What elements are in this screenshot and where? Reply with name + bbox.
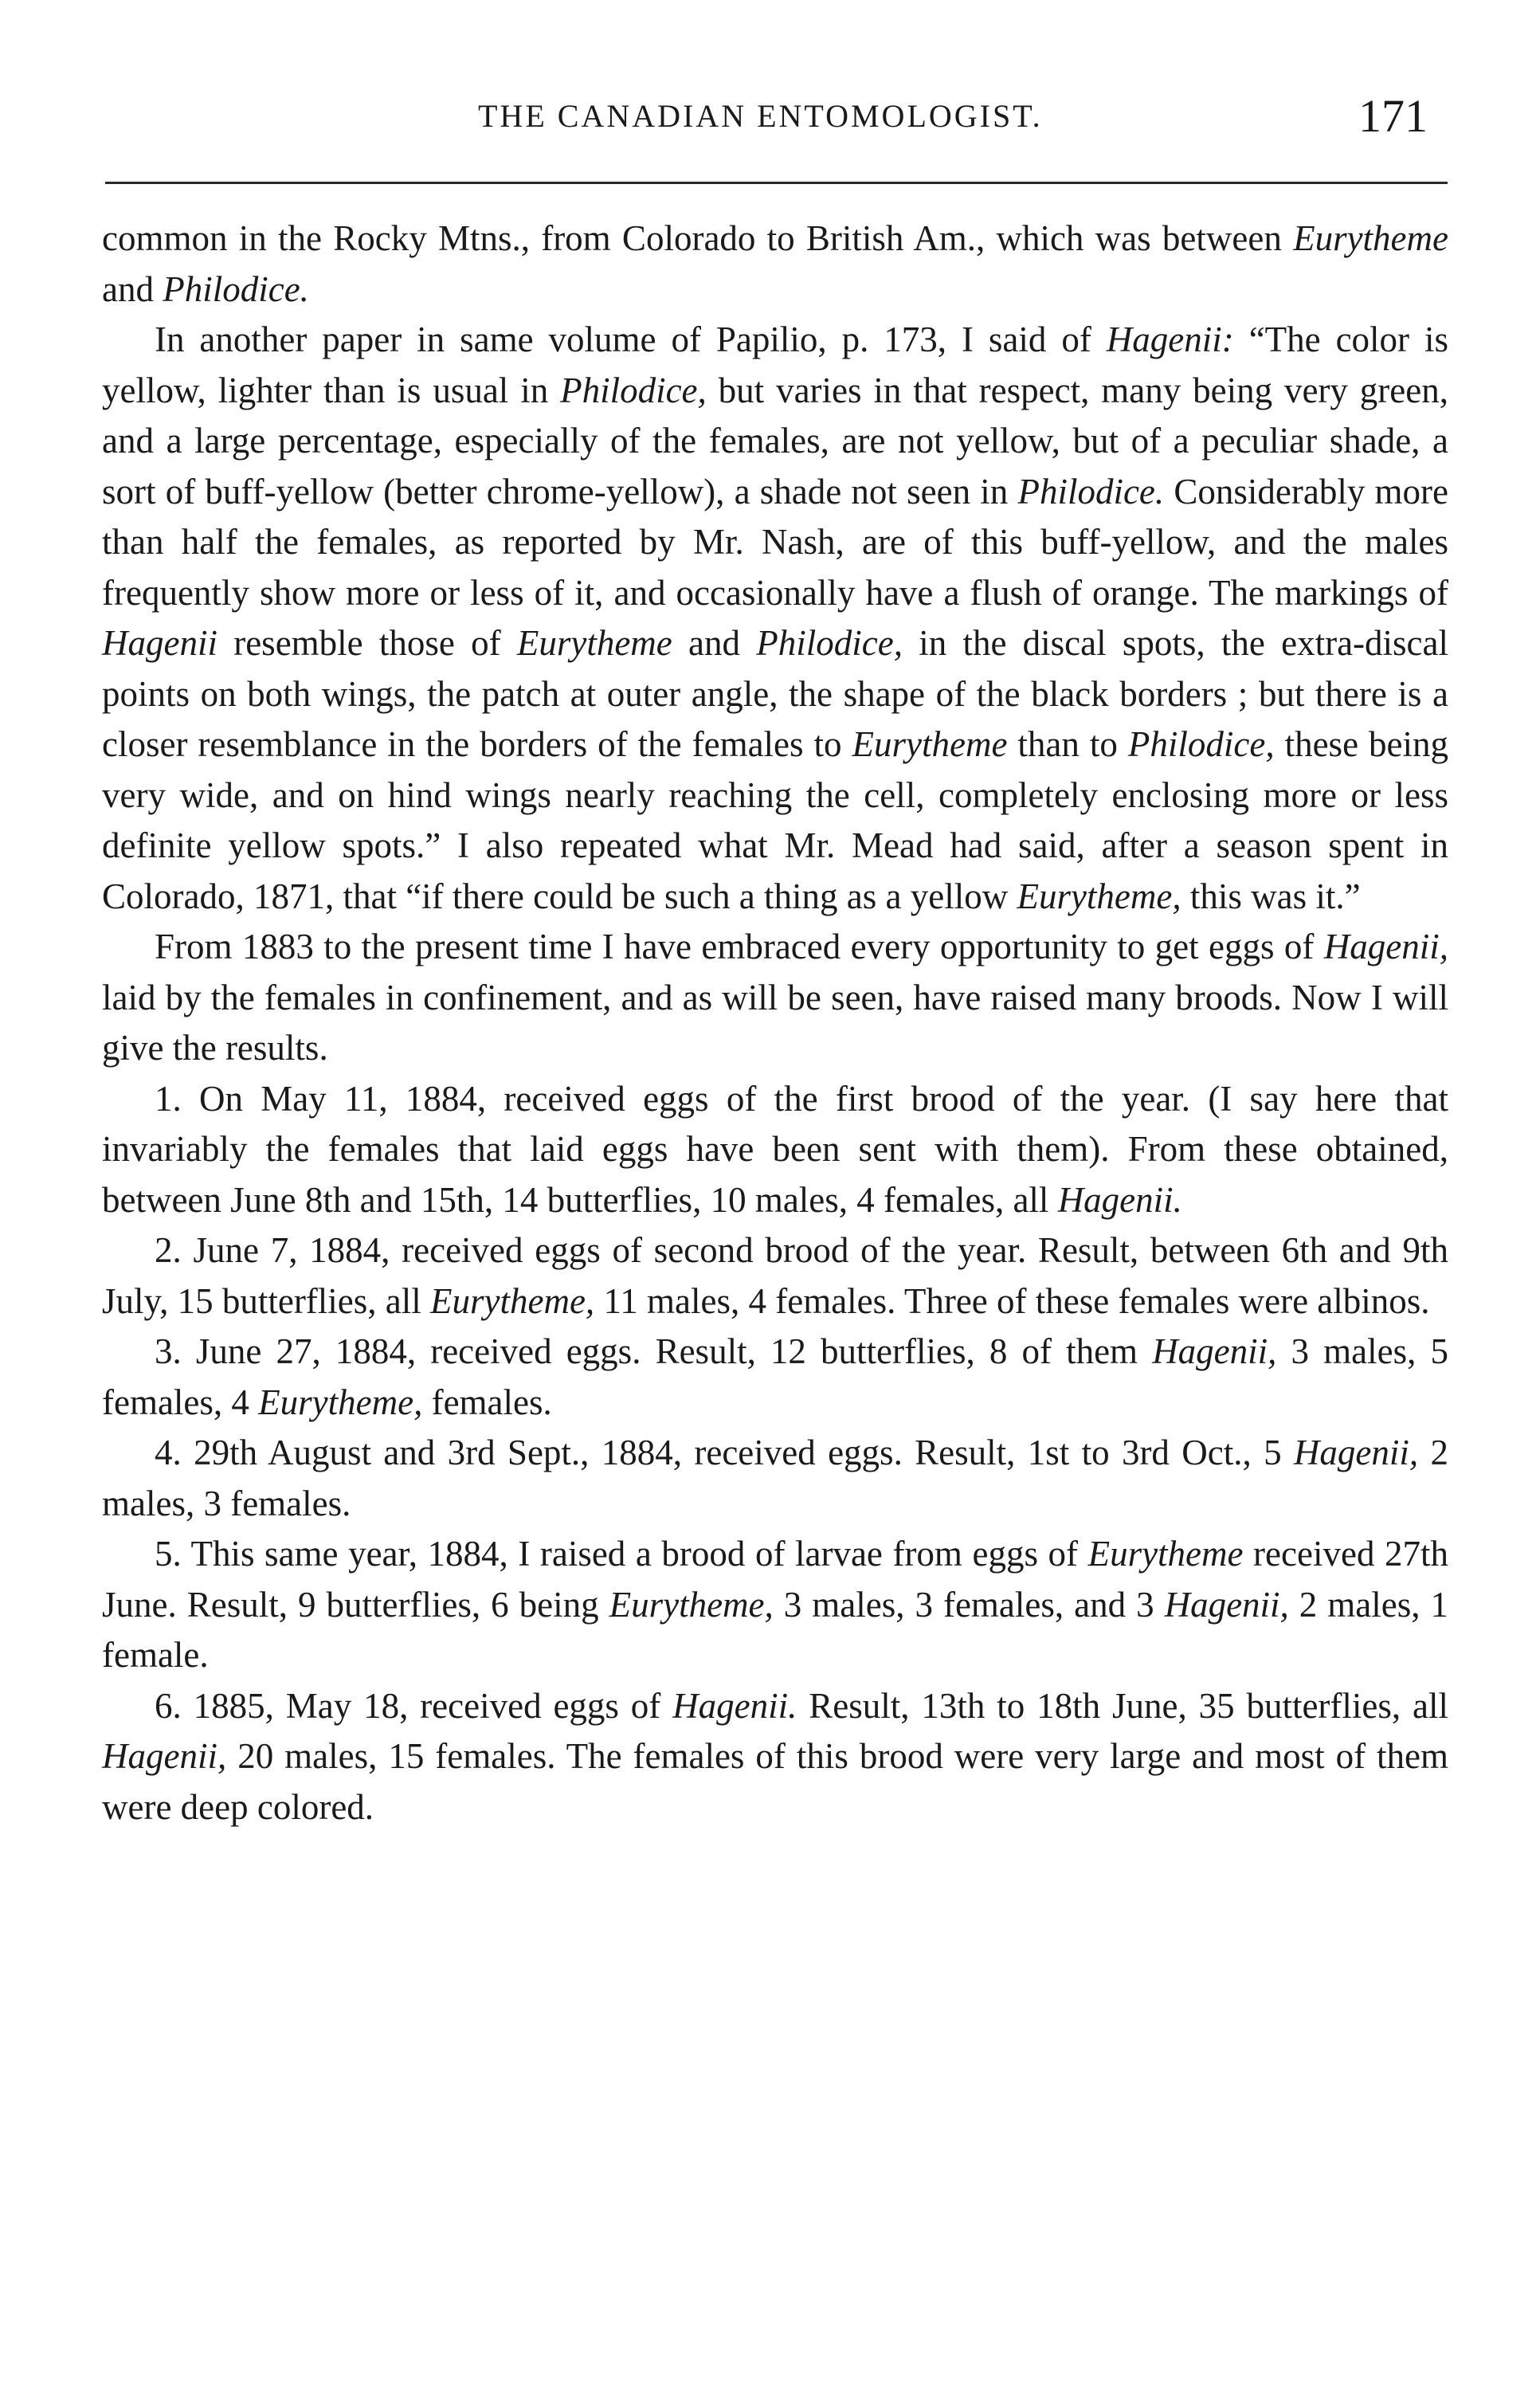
text-run: 2 males, 3 females. [102,1433,1448,1523]
header-rule [105,182,1448,184]
italic-text-run: Eurytheme, [430,1280,595,1321]
text-run: 6. 1885, May 18, received eggs of [155,1685,673,1726]
italic-text-run: Hagenii, [1323,927,1448,966]
italic-text-run: Eurytheme, [258,1382,423,1422]
text-run: 20 males, 15 females. The females of this brood were very large and most of them were deep colored. [102,1736,1448,1827]
text-run: “The color is yellow, lighter than is usual in [102,319,1448,410]
text-run: in the discal spots, the extra-discal points on both wings, the patch at outer angle, the shape of the black borders ; but there is a closer resemblance in the borders of the females to [102,623,1448,764]
italic-text-run: Philodice, [756,623,903,663]
text-run: 1. On May 11, 1884, received eggs of the first brood of the year. (I say here that invariably the females that laid eggs have been sent with them). From these obtained, between June 8th and 15th, 14 butterflies, 10 males, 4 females, all [102,1078,1448,1220]
paragraph [102,922,1448,1074]
italic-text-run: Philodice, [1127,724,1275,764]
italic-text-run: Hagenii: [1106,319,1234,359]
text-run: In another paper in same volume of Papilio, p. 173, I said of [155,319,1107,359]
text-run: common in the Rocky Mtns., from Colorado to British Am., which was between [102,218,1294,258]
paragraph [102,1225,1448,1327]
paragraph [102,1428,1448,1529]
page-number: 171 [1358,90,1428,142]
text-run: 3 males, 5 females, 4 [102,1331,1448,1422]
text-run: but varies in that respect, many being very green, and a large percentage, especially of the females, are not yellow, but of a peculiar shade, a sort of buff-yellow (better chrome-yellow), a shade not seen in [102,370,1448,512]
text-run: Considerably more than half the females, as reported by Mr. Nash, are of this buff-yellow, and the males frequently show more or less of it, and occasionally have a flush of orange. The markings of [102,471,1448,613]
paragraph [102,214,1448,315]
text-run: received 27th June. Result, 9 butterflies, 6 being [102,1534,1448,1625]
body-text [102,214,1448,1833]
italic-text-run: Eurytheme [852,724,1008,764]
text-run: these being very wide, and on hind wings nearly reaching the cell, completely enclosing more or less definite yellow spots.” I also repeated what Mr. Mead had said, after a season spent in Colorado, 1871, that “if there could be such a thing as a yellow [102,724,1449,916]
text-run: 2. June 7, 1884, received eggs of second brood of the year. Result, between 6th and 9th July, 15 butterflies, all [102,1230,1448,1321]
italic-text-run: Philodice. [1017,471,1165,512]
text-run: than to [1007,724,1128,764]
text-run: 3 males, 3 females, and 3 [773,1584,1165,1625]
italic-text-run: Philodice. [163,269,309,309]
italic-text-run: Hagenii, [1164,1584,1289,1625]
italic-text-run: Hagenii [102,623,217,663]
italic-text-run: Hagenii, [1152,1331,1277,1371]
italic-text-run: Eurytheme [1293,218,1448,258]
paragraph [102,1681,1448,1833]
text-run: Result, 13th to 18th June, 35 butterflies, all [797,1685,1448,1726]
italic-text-run: Philodice, [560,370,707,410]
text-run: females. [422,1382,552,1422]
italic-text-run: Hagenii. [672,1685,797,1726]
text-run: and [672,623,757,663]
italic-text-run: Eurytheme, [1017,876,1181,916]
text-run: 5. This same year, 1884, I raised a brood of larvae from eggs of [155,1534,1088,1574]
text-run: 4. 29th August and 3rd Sept., 1884, received eggs. Result, 1st to 3rd Oct., 5 [155,1433,1294,1472]
text-run: 2 males, 1 female. [102,1584,1448,1675]
paragraph [102,1529,1448,1681]
paragraph [102,1074,1448,1226]
page-header [0,89,1540,153]
paragraph [102,315,1448,922]
paragraph [102,1327,1448,1428]
text-run: resemble those of [217,623,517,663]
text-run: this was it.” [1181,876,1361,916]
italic-text-run: Hagenii, [1293,1433,1419,1472]
italic-text-run: Eurytheme [1087,1534,1244,1574]
italic-text-run: Eurytheme, [609,1584,774,1625]
italic-text-run: Hagenii. [1057,1179,1182,1220]
text-run: 11 males, 4 females. Three of these females were albinos. [594,1280,1430,1321]
text-run: laid by the females in confinement, and as will be seen, have raised many broods. Now I will give the results. [102,977,1448,1068]
text-run: From 1883 to the present time I have embraced every opportunity to get eggs of [155,927,1324,966]
running-head: THE CANADIAN ENTOMOLOGIST. [478,98,1043,134]
text-run: and [102,269,163,309]
text-run: 3. June 27, 1884, received eggs. Result, 12 butterflies, 8 of them [155,1331,1153,1371]
italic-text-run: Eurytheme [516,623,672,663]
italic-text-run: Hagenii, [102,1736,227,1776]
